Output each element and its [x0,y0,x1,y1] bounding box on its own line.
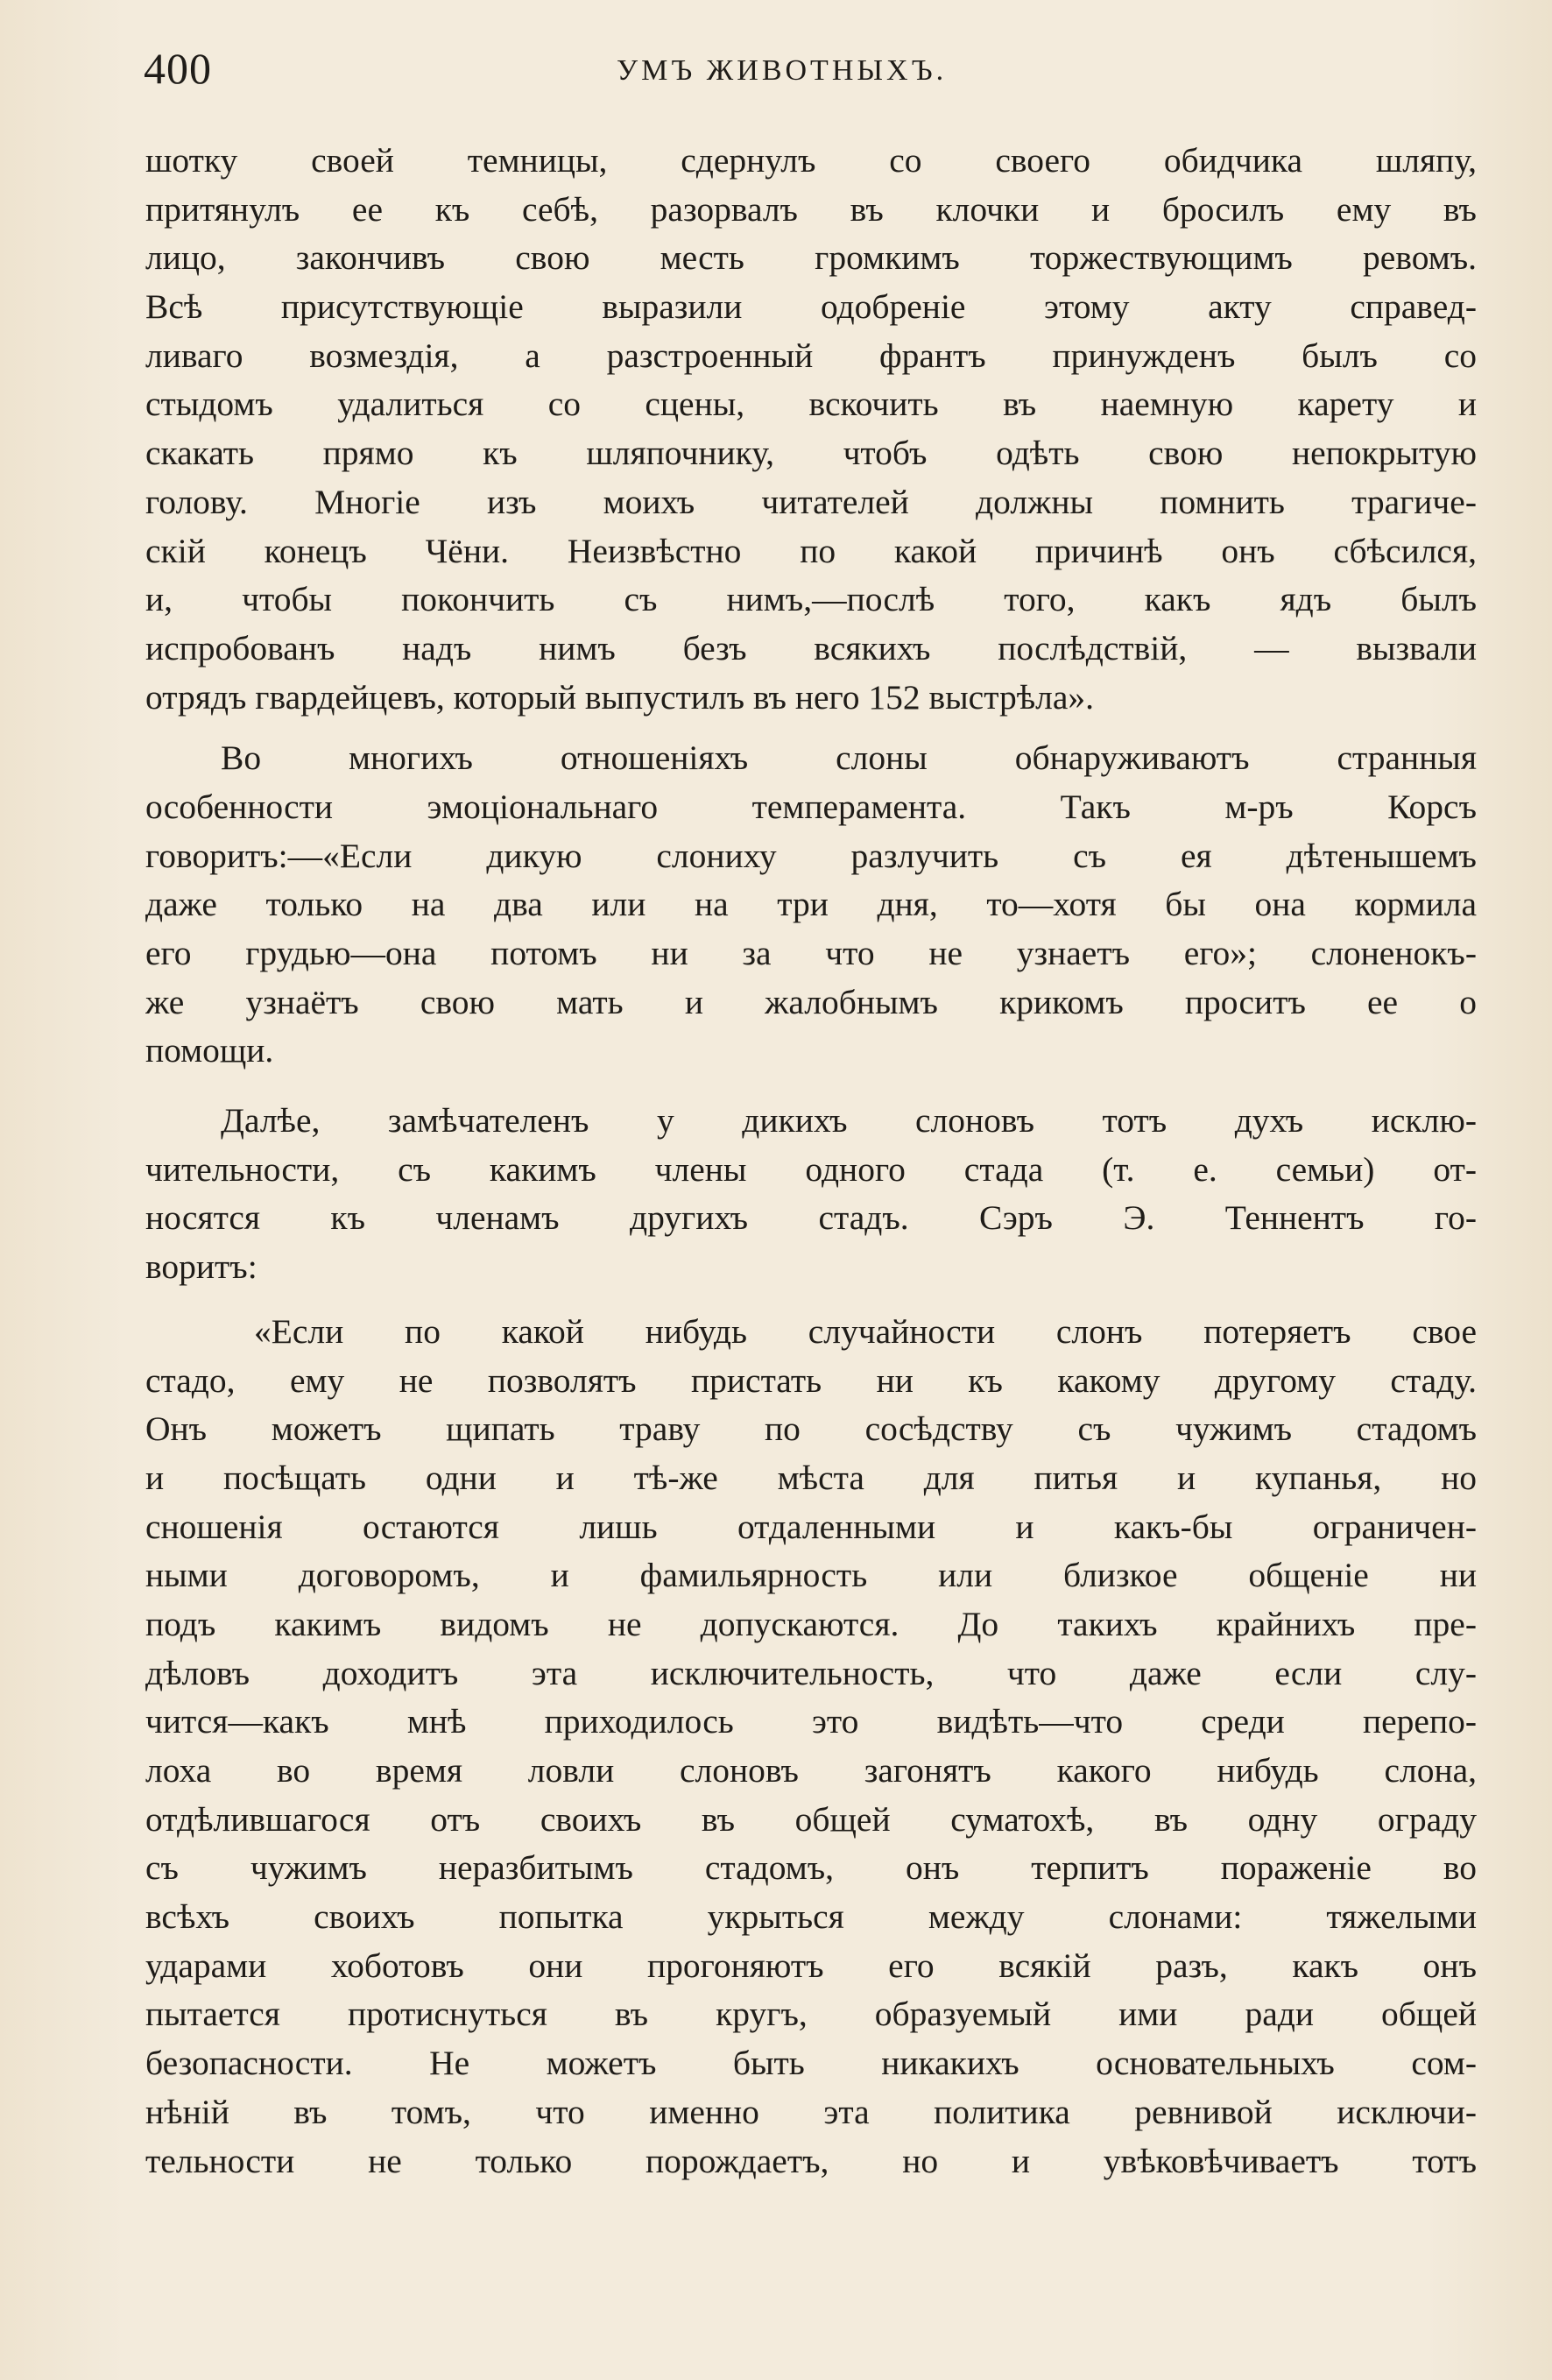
text-line: чительности, съ какимъ члены одного стада (т. е. семьи) от- [145,1149,1477,1189]
paragraph-1 [145,137,1477,722]
text-line: съ чужимъ неразбитымъ стадомъ, онъ терпитъ пораженіе во [145,1848,1477,1888]
paragraph-3 [145,1097,1477,1292]
text-line: стыдомъ удалиться со сцены, вскочить въ наемную карету и [145,385,1477,424]
text-line: сношенія остаются лишь отдаленными и какъ-бы ограничен- [145,1507,1477,1546]
text-line: нѣній въ томъ, что именно эта политика ревнивой исключи- [145,2092,1477,2131]
text-line: стадо, ему не позволятъ пристать ни къ какому другому стаду. [145,1360,1477,1400]
text-line: отрядъ гвардейцевъ, который выпустилъ въ него 152 выстрѣла». [145,677,1095,717]
text-line: пытается протиснуться въ кругъ, образуемый ими ради общей [145,1995,1477,2034]
text-line: шотку своей темницы, сдернулъ со своего обидчика шляпу, [145,141,1477,180]
running-title: УМЪ ЖИВОТНЫХЪ. [617,54,948,87]
quote-paragraph [145,1308,1477,2186]
page-header [144,42,1484,95]
text-line: тельности не только порождаетъ, но и увѣковѣчиваетъ тотъ [145,2141,1477,2180]
paragraph-2 [145,734,1477,1076]
text-line: ударами хоботовъ они прогоняютъ его всякій разъ, какъ онъ [145,1946,1477,1985]
text-line: воритъ: [145,1247,257,1287]
text-line: скій конецъ Чёни. Неизвѣстно по какой причинѣ онъ сбѣсился, [145,531,1477,570]
text-line: ливаго возмездія, а разстроенный франтъ принужденъ былъ со [145,335,1477,375]
text-line: «Если по какой нибудь случайности слонъ потеряетъ свое [254,1311,1477,1351]
text-line: чится—какъ мнѣ приходилось это видѣть—что среди перепо- [145,1702,1477,1741]
text-line: безопасности. Не можетъ быть никакихъ основательныхъ сом- [145,2044,1477,2083]
text-line: Во многихъ отношеніяхъ слоны обнаруживаютъ странныя [221,738,1477,778]
text-line: его грудью—она потомъ ни за что не узнаетъ его»; слоненокъ- [145,934,1477,972]
text-line: Всѣ присутствующіе выразили одобреніе этому акту справед- [145,287,1477,327]
text-line: скакать прямо къ шляпочнику, чтобъ одѣть свою непокрытую [145,434,1477,473]
page-number: 400 [144,44,212,93]
text-line: всѣхъ своихъ попытка укрыться между слонами: тяжелыми [145,1897,1477,1937]
text-line: даже только на два или на три дня, то—хотя бы она кормила [145,885,1477,924]
text-line: дѣловъ доходитъ эта исключительность, что даже если слу- [145,1653,1477,1692]
page-body [145,137,1477,2186]
text-line: и, чтобы покончить съ нимъ,—послѣ того, какъ ядъ былъ [145,580,1477,619]
text-line: Онъ можетъ щипать траву по сосѣдству съ чужимъ стадомъ [145,1409,1477,1449]
text-line: голову. Многіе изъ моихъ читателей должны помнить трагиче- [145,482,1477,521]
text-line: отдѣлившагося отъ своихъ въ общей суматохѣ, въ одну ограду [145,1799,1477,1839]
text-line: ными договоромъ, и фамильярность или близкое общеніе ни [145,1556,1477,1595]
text-line: лицо, закончивъ свою месть громкимъ торжествующимъ ревомъ. [145,238,1477,278]
text-line: носятся къ членамъ другихъ стадъ. Сэръ Э. Теннентъ го- [145,1198,1477,1238]
text-line: помощи. [145,1031,274,1070]
text-line: особенности эмоціональнаго темперамента. Такъ м-ръ Корсъ [145,787,1477,826]
text-line: подъ какимъ видомъ не допускаются. До такихъ крайнихъ пре- [145,1604,1477,1643]
text-line: лоха во время ловли слоновъ загонятъ какого нибудь слона, [145,1751,1477,1790]
text-line: Далѣе, замѣчателенъ у дикихъ слоновъ тотъ духъ исклю- [221,1101,1477,1141]
text-line: притянулъ ее къ себѣ, разорвалъ въ клочки и бросилъ ему въ [145,189,1477,229]
text-line: говоритъ:—«Если дикую слониху разлучить съ ея дѣтенышемъ [145,836,1477,875]
text-line: испробованъ надъ нимъ безъ всякихъ послѣдствій, — вызвали [145,628,1477,667]
text-line: и посѣщать одни и тѣ-же мѣста для питья и купанья, но [145,1458,1477,1497]
text-line: же узнаётъ свою мать и жалобнымъ крикомъ проситъ ее о [145,982,1477,1021]
